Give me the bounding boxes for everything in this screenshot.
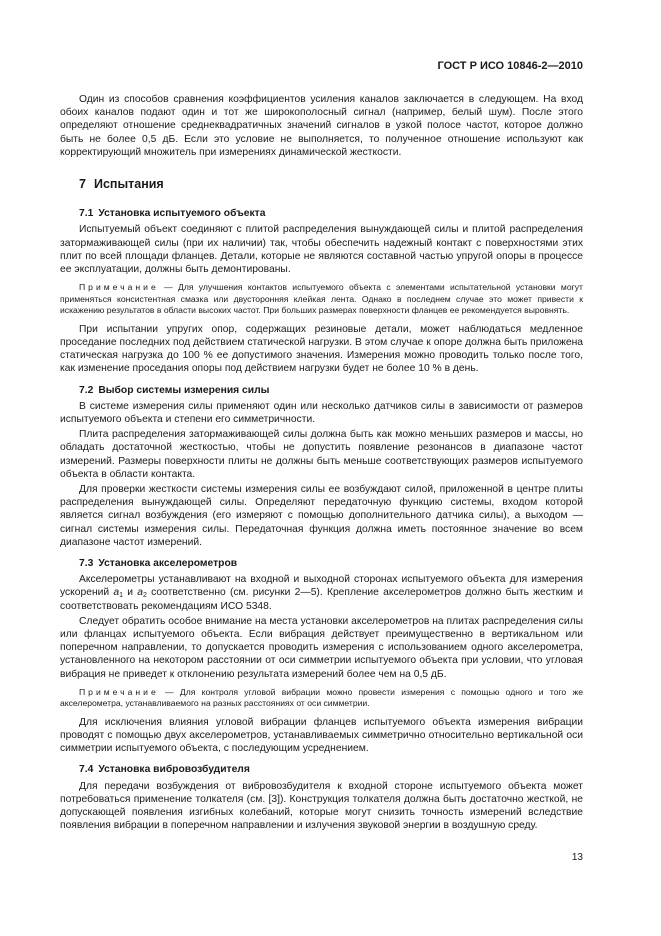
note-label: Примечание bbox=[79, 282, 159, 293]
section-7-3-paragraph-3: Для исключения влияния угловой вибрации фланцев испытуемого объекта измерения вибрации проводят с помощью двух акселерометров, устанавливаемых симметрично относительно вертикальной оси симметрии испытуемого объекта, с последующим усреднением. bbox=[60, 716, 583, 755]
section-7-4-title: Установка вибровозбудителя bbox=[98, 764, 250, 776]
text-run: Акселерометры устанавливают на входной и выходной сторонах испытуемого объекта для измерения ускорений bbox=[60, 574, 583, 599]
section-7-3-note bbox=[60, 687, 583, 710]
section-7-2-paragraph-3: Для проверки жесткости системы измерения силы ее возбуждают силой, приложенной в центре плиты распределения вынуждающей силы. Определяют передаточную функцию системы, входом которой является сигнал возбуждения (его измеряют с помощью дополнительного датчика силы), а выходом — сигнал системы измерения силы. Передаточная функция должна иметь постоянное значение во всем диапазоне частот измерений. bbox=[60, 483, 583, 548]
standard-header: ГОСТ Р ИСО 10846-2—2010 bbox=[437, 60, 583, 72]
section-7-1-number: 7.1 bbox=[79, 208, 94, 220]
page-content bbox=[60, 93, 583, 834]
note-text: — Для контроля угловой вибрации можно провести измерения с помощью одного и того же акселерометра, устанавливаемого на разных расстояниях от оси симметрии. bbox=[60, 686, 583, 709]
note-text: — Для улучшения контактов испытуемого объекта с элементами испытательной установки могут применяться консистентная смазка или двусторонняя клейкая лента. Однако в последнем случае это может привести к искажению результатов в области высоких частот. При больших размерах поверхности фланцев ее рекомендуется выровнять. bbox=[60, 282, 583, 316]
section-7-2-number: 7.2 bbox=[79, 384, 94, 396]
subscript-1: 1 bbox=[119, 592, 124, 600]
text-run: и bbox=[123, 587, 138, 599]
subscript-2: 2 bbox=[143, 592, 147, 600]
note-label: Примечание bbox=[79, 686, 159, 697]
section-7-2-paragraph-1: В системе измерения силы применяют один или несколько датчиков силы в зависимости от размеров испытуемого объекта и степени его симметричности. bbox=[60, 400, 583, 425]
section-7-4-heading bbox=[79, 763, 583, 776]
section-7-3-paragraph-2: Следует обратить особое внимание на места установки акселерометров на плитах распределения силы или фланцах испытуемого объекта. Если вибрация действует преимущественно в вертикальном или поперечном направлении, то допускается проводить измерения с использованием одного акселерометра, установленного на некотором расстоянии от оси симметрии испытуемого объекта при условии, что угловая вибрация не приведет к отклонению результата измерений более чем на 0,5 дБ. bbox=[60, 615, 583, 680]
section-7-1-title: Установка испытуемого объекта bbox=[98, 208, 266, 220]
page-number: 13 bbox=[571, 852, 583, 863]
section-7-3-number: 7.3 bbox=[79, 557, 94, 569]
section-7-2-heading bbox=[79, 384, 583, 397]
section-7-3-title: Установка акселерометров bbox=[98, 557, 238, 569]
section-7-2-paragraph-2: Плита распределения затормаживающей силы должна быть как можно меньших размеров и массы, но обладать достаточной жесткостью, чтобы не допустить появление резонансов в диапазоне частот измерений. Размеры поверхности плиты не должны быть меньше соответствующих размеров испытуемого объекта в области контакта. bbox=[60, 429, 583, 480]
section-7-number: 7 bbox=[79, 177, 86, 192]
section-7-4-paragraph-1: Для передачи возбуждения от вибровозбудителя к входной стороне испытуемого объекта может потребоваться применение толкателя (см. [3]). Конструкция толкателя должна быть достаточно жесткой, не допускающей появления изгибных колебаний, которые могут снизить точность измерений вследствие появления вибрации в поперечном направлении и излучения звуковой энергии в воздушную среду. bbox=[60, 780, 583, 832]
section-7-1-heading bbox=[79, 207, 583, 220]
section-7-3-paragraph-1 bbox=[60, 573, 583, 613]
section-7-1-paragraph-1: Испытуемый объект соединяют с плитой распределения вынуждающей силы и плитой распределения затормаживающей силы (при их наличии) так, чтобы обеспечить надежный контакт с поверхностями этих плит по всей площади фланцев. Детали, которые не являются составной частью упругой опоры в процессе ее эксплуатации, должны быть демонтированы. bbox=[60, 224, 583, 276]
section-7-4-number: 7.4 bbox=[79, 764, 94, 776]
text-run: соответственно (см. рисунки 2—5). Крепление акселерометров должно быть жестким и соответствовать рекомендациям ИСО 5348. bbox=[60, 587, 583, 612]
intro-paragraph: Один из способов сравнения коэффициентов усиления каналов заключается в следующем. На вход обоих каналов подают один и тот же широкополосный сигнал (например, белый шум). После этого определяют отношение среднеквадратичных значений сигналов в узкой полосе частот, которое должно быть не более 0,5 дБ. Если это условие не выполняется, то полученное отношение используют как корректирующий множитель при измерениях динамической жесткости. bbox=[60, 94, 583, 158]
section-7-2-title: Выбор системы измерения силы bbox=[98, 384, 270, 396]
section-7-title: Испытания bbox=[93, 177, 164, 192]
section-7-1-paragraph-2: При испытании упругих опор, содержащих резиновые детали, может наблюдаться медленное проседание последних под действием статической нагрузки. В этом случае к опоре должна быть приложена статическая нагрузка до 100 % ее допустимого значения. Измерения можно проводить только после того, как изменение проседания опоры под действием нагрузки будет не более 10 % в день. bbox=[60, 323, 583, 375]
section-7-heading bbox=[79, 178, 583, 191]
section-7-1-note bbox=[60, 282, 583, 317]
accel-symbol-a1: a bbox=[113, 587, 120, 599]
section-7-3-heading bbox=[79, 557, 583, 570]
accel-symbol-a2: a bbox=[137, 587, 143, 599]
